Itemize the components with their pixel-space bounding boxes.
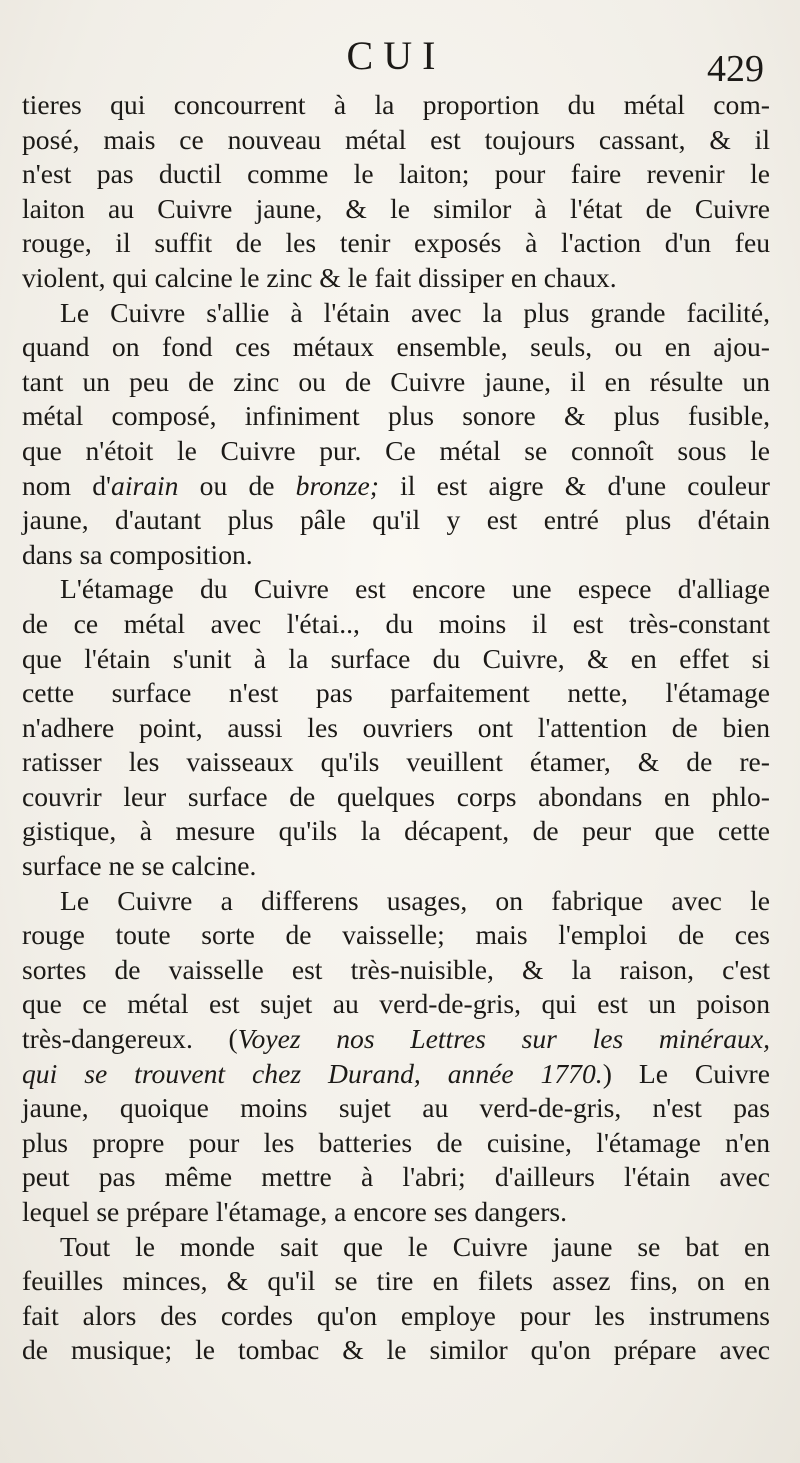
text-line: jaune, quoique moins sujet au verd-de-gris, n'est pas: [22, 1092, 770, 1124]
text-line: feuilles minces, & qu'il se tire en filets assez fins, on en: [22, 1265, 770, 1297]
text-line: couvrir leur surface de quelques corps abondans en phlo-: [22, 780, 770, 812]
text-line: Le Cuivre s'allie à l'étain avec la plus grande facilité,: [60, 296, 770, 328]
text-line: ratisser les vaisseaux qu'ils veuillent étamer, & de re-: [22, 746, 770, 778]
text-line: [22, 1022, 770, 1057]
text-line: rouge, il suffit de les tenir exposés à l'action d'un feu: [22, 227, 770, 259]
text-line: peut pas même mettre à l'abri; d'ailleurs l'étain avec: [22, 1161, 770, 1193]
text-line: que n'étoit le Cuivre pur. Ce métal se connoît sous le: [22, 434, 770, 466]
text-line: métal composé, infiniment plus sonore & plus fusible,: [22, 400, 770, 432]
text-line: cette surface n'est pas parfaitement nette, l'étamage: [22, 677, 770, 709]
italic-term-airain: airain: [111, 469, 179, 501]
text-line: posé, mais ce nouveau métal est toujours cassant, & il: [22, 123, 770, 155]
text-line: surface ne se calcine.: [22, 850, 257, 882]
text-line: lequel se prépare l'étamage, a encore ses dangers.: [22, 1196, 568, 1227]
paragraph: [22, 1230, 770, 1368]
text-line: rouge toute sorte de vaisselle; mais l'emploi de ces: [22, 919, 770, 951]
text-line: jaune, d'autant plus pâle qu'il y est entré plus d'étain: [22, 504, 770, 536]
text-line: tieres qui concourrent à la proportion du métal com-: [22, 89, 770, 120]
text-line: que ce métal est sujet au verd-de-gris, qui est un poison: [22, 988, 770, 1020]
text-run: très-dangereux. (: [22, 1023, 238, 1055]
text-line: n'adhere point, aussi les ouvriers ont l'attention de bien: [22, 711, 770, 743]
running-head: CUI: [346, 33, 446, 78]
text-run: ou de: [178, 469, 296, 501]
italic-citation: Voyez nos Lettres sur les minéraux,: [237, 1023, 770, 1055]
text-line: fait alors des cordes qu'on employe pour les instrumens: [22, 1299, 770, 1331]
text-run: nom d': [22, 469, 112, 501]
text-line: [22, 469, 770, 504]
page-number: 429: [707, 48, 764, 90]
text-line: violent, qui calcine le zinc & le fait dissiper en chaux.: [22, 261, 617, 293]
text-line: que l'étain s'unit à la surface du Cuivre, & en effet si: [22, 642, 770, 674]
text-line: gistique, à mesure qu'ils la décapent, de peur que cette: [22, 815, 770, 847]
italic-term-bronze: bronze;: [295, 469, 379, 501]
text-line: de ce métal avec l'étai.., du moins il est très-constant: [22, 607, 770, 639]
paragraph: [22, 572, 770, 883]
text-run: il est aigre & d'une couleur: [378, 469, 770, 501]
text-line: n'est pas ductil comme le laiton; pour faire revenir le: [22, 158, 770, 190]
paragraph: [22, 296, 770, 573]
text-line: Le Cuivre a differens usages, on fabrique avec le: [60, 884, 770, 916]
italic-citation: qui se trouvent chez Durand, année 1770.: [22, 1057, 603, 1089]
text-line: dans sa composition.: [22, 538, 253, 570]
text-line: tant un peu de zinc ou de Cuivre jaune, il en résulte un: [22, 365, 770, 397]
text-line: quand on fond ces métaux ensemble, seuls, ou en ajou-: [22, 331, 770, 363]
paragraph: [22, 88, 770, 296]
text-run: ) Le Cuivre: [602, 1057, 770, 1089]
body-text: [22, 88, 770, 1368]
paragraph: [22, 884, 770, 1230]
text-line: [22, 1057, 770, 1092]
text-line: L'étamage du Cuivre est encore une espece d'alliage: [60, 573, 770, 605]
text-line: sortes de vaisselle est très-nuisible, & la raison, c'est: [22, 953, 770, 985]
text-line: Tout le monde sait que le Cuivre jaune se bat en: [60, 1230, 770, 1262]
text-line: plus propre pour les batteries de cuisine, l'étamage n'en: [22, 1126, 770, 1158]
page-header: [22, 0, 770, 90]
text-line: de musique; le tombac & le similor qu'on prépare avec: [22, 1334, 770, 1366]
text-line: laiton au Cuivre jaune, & le similor à l'état de Cuivre: [22, 192, 770, 224]
